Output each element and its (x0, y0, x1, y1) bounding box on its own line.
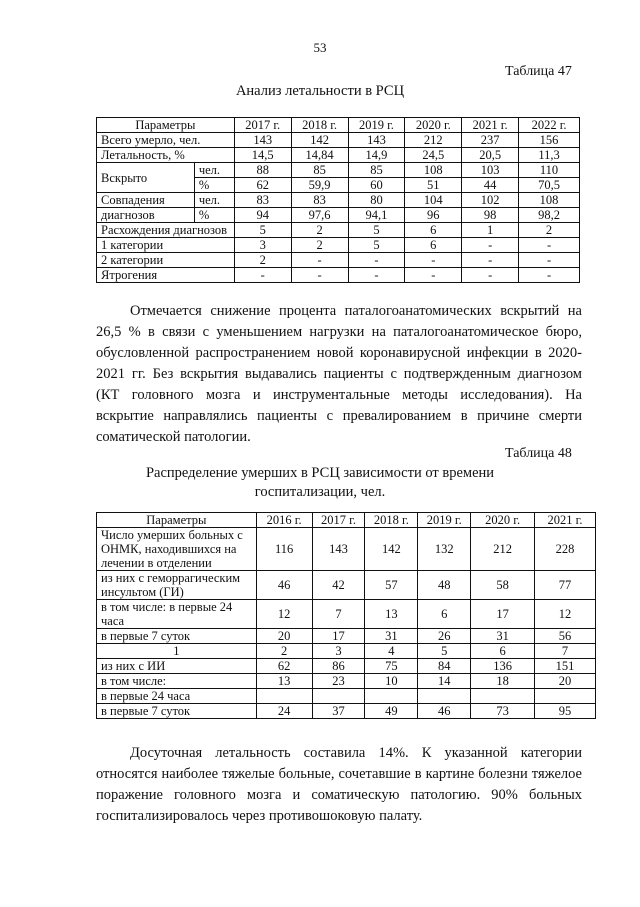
table-cell: 110 (519, 163, 580, 178)
table-cell: 237 (462, 133, 519, 148)
table-cell: 44 (462, 178, 519, 193)
table-cell: 73 (471, 704, 535, 719)
table-row (97, 238, 580, 253)
header-cell: 2016 г. (256, 513, 312, 528)
table-cell: 20 (535, 674, 596, 689)
table-row (97, 133, 580, 148)
table-cell: 104 (405, 193, 462, 208)
page-number: 53 (313, 40, 327, 55)
row-label: из них с геморрагическим инсультом (ГИ) (97, 571, 257, 600)
table-row (97, 208, 580, 223)
table-cell: 2 (256, 644, 312, 659)
table-cell: 2 (291, 223, 348, 238)
table-row (97, 629, 596, 644)
table-cell: 95 (535, 704, 596, 719)
table-cell: 143 (348, 133, 405, 148)
table-cell: - (291, 253, 348, 268)
table-cell (312, 689, 365, 704)
table-cell: - (405, 253, 462, 268)
row-label: из них с ИИ (97, 659, 257, 674)
table-cell: 2 (519, 223, 580, 238)
row-label: 1 (97, 644, 257, 659)
table-cell: 6 (418, 600, 471, 629)
table-cell: 14,9 (348, 148, 405, 163)
table-cell: 31 (471, 629, 535, 644)
table-cell: 5 (234, 223, 291, 238)
table-header-row (97, 118, 580, 133)
table-row (97, 268, 580, 283)
table-cell: - (519, 238, 580, 253)
table-cell: 17 (471, 600, 535, 629)
table-cell: 228 (535, 528, 596, 571)
header-cell: 2017 г. (312, 513, 365, 528)
table-cell: - (462, 238, 519, 253)
table-cell: 46 (418, 704, 471, 719)
table-cell: 6 (405, 238, 462, 253)
table-cell: - (234, 268, 291, 283)
table48-title-line2: госпитализации, чел. (254, 484, 386, 500)
table-cell: 37 (312, 704, 365, 719)
table-cell: 96 (405, 208, 462, 223)
table-cell: 156 (519, 133, 580, 148)
unit-cell: чел. (194, 163, 234, 178)
table-cell: - (348, 253, 405, 268)
table-cell (535, 689, 596, 704)
row-label: в первые 7 суток (97, 704, 257, 719)
table-row (97, 253, 580, 268)
table-cell: 103 (462, 163, 519, 178)
table-cell (365, 689, 418, 704)
table-cell: 77 (535, 571, 596, 600)
table-cell: 102 (462, 193, 519, 208)
table-cell: 57 (365, 571, 418, 600)
table-cell: 94,1 (348, 208, 405, 223)
table-cell: 108 (405, 163, 462, 178)
table-cell: - (519, 268, 580, 283)
header-cell: 2022 г. (519, 118, 580, 133)
table-cell: 143 (312, 528, 365, 571)
table-cell: 116 (256, 528, 312, 571)
row-label: в первые 24 часа (97, 689, 257, 704)
table-cell: 62 (234, 178, 291, 193)
row-label: Летальность, % (97, 148, 235, 163)
table-cell: 24,5 (405, 148, 462, 163)
table-cell: 49 (365, 704, 418, 719)
header-cell: 2021 г. (462, 118, 519, 133)
table-cell: 85 (348, 163, 405, 178)
row-label: диагнозов (97, 208, 195, 223)
header-cell: Параметры (97, 118, 235, 133)
table-row (97, 528, 596, 571)
table-cell: 12 (535, 600, 596, 629)
table-cell: 98 (462, 208, 519, 223)
table-cell: 7 (535, 644, 596, 659)
table-cell: - (462, 253, 519, 268)
table-cell: 56 (535, 629, 596, 644)
table-cell: 151 (535, 659, 596, 674)
table-cell: 24 (256, 704, 312, 719)
row-label: Всего умерло, чел. (97, 133, 235, 148)
table-cell: 13 (365, 600, 418, 629)
table-cell (471, 689, 535, 704)
header-cell: 2020 г. (405, 118, 462, 133)
table-row (97, 644, 596, 659)
row-label: 2 категории (97, 253, 235, 268)
table-row (97, 223, 580, 238)
table-cell (256, 689, 312, 704)
table-cell: 20 (256, 629, 312, 644)
row-label: Расхождения диагнозов (97, 223, 235, 238)
table-cell: 85 (291, 163, 348, 178)
table-cell: 1 (462, 223, 519, 238)
paragraph-daily-lethality: Досуточная летальность составила 14%. К указанной категории относятся наиболее тяжелые больные, сочетавшие в картине болезни тяжелое поражение головного мозга и соматическую патологию. 90% больных госпитализировалось через противошоковую палату. (96, 745, 582, 824)
table-cell: 142 (291, 133, 348, 148)
table-cell: 212 (471, 528, 535, 571)
table-row (97, 689, 596, 704)
table-cell: 13 (256, 674, 312, 689)
table-cell: 75 (365, 659, 418, 674)
table-cell: 97,6 (291, 208, 348, 223)
table-cell: - (519, 253, 580, 268)
table-cell: 143 (234, 133, 291, 148)
table-row (97, 163, 580, 178)
table-cell: 142 (365, 528, 418, 571)
table-cell: 6 (471, 644, 535, 659)
table-cell: 5 (348, 238, 405, 253)
header-cell: 2021 г. (535, 513, 596, 528)
table-cell: 11,3 (519, 148, 580, 163)
table-cell: 6 (405, 223, 462, 238)
table-row (97, 600, 596, 629)
table-cell: 26 (418, 629, 471, 644)
table-cell: 59,9 (291, 178, 348, 193)
table-cell: 2 (234, 253, 291, 268)
table-cell: 136 (471, 659, 535, 674)
row-label: Ятрогения (97, 268, 235, 283)
table-cell: 62 (256, 659, 312, 674)
table-cell: 17 (312, 629, 365, 644)
table-cell: 2 (291, 238, 348, 253)
table-cell: 88 (234, 163, 291, 178)
table-row (97, 193, 580, 208)
header-cell: 2017 г. (234, 118, 291, 133)
header-cell: Параметры (97, 513, 257, 528)
table-cell: 31 (365, 629, 418, 644)
row-label: в том числе: (97, 674, 257, 689)
row-label: Вскрыто (97, 163, 195, 193)
table-cell: 60 (348, 178, 405, 193)
table-cell: 98,2 (519, 208, 580, 223)
table-cell: 80 (348, 193, 405, 208)
table-cell: 212 (405, 133, 462, 148)
row-label: в том числе: в первые 24 часа (97, 600, 257, 629)
unit-cell: чел. (194, 193, 234, 208)
table48-label: Таблица 48 (505, 446, 572, 461)
table-cell: 3 (312, 644, 365, 659)
table-cell: 14,5 (234, 148, 291, 163)
unit-cell: % (194, 178, 234, 193)
table-cell: 70,5 (519, 178, 580, 193)
header-cell: 2020 г. (471, 513, 535, 528)
table-cell: 3 (234, 238, 291, 253)
header-cell: 2019 г. (348, 118, 405, 133)
table-cell: 108 (519, 193, 580, 208)
table-cell: 14,84 (291, 148, 348, 163)
table-cell: 14 (418, 674, 471, 689)
header-cell: 2019 г. (418, 513, 471, 528)
table-cell: 46 (256, 571, 312, 600)
table48-title-line1: Распределение умерших в РСЦ зависимости от времени (145, 465, 495, 481)
table-cell: 86 (312, 659, 365, 674)
table-cell: 132 (418, 528, 471, 571)
row-label: Совпадения (97, 193, 195, 208)
table-cell: 83 (234, 193, 291, 208)
table-header-row (97, 513, 596, 528)
table-cell: 4 (365, 644, 418, 659)
header-cell: 2018 г. (291, 118, 348, 133)
header-cell: 2018 г. (365, 513, 418, 528)
table-cell: 5 (418, 644, 471, 659)
table-cell: - (348, 268, 405, 283)
table-cell: 5 (348, 223, 405, 238)
table-cell: 42 (312, 571, 365, 600)
table47-label: Таблица 47 (505, 64, 572, 79)
table-row (97, 571, 596, 600)
table-cell: 18 (471, 674, 535, 689)
table47-title: Анализ летальности в РСЦ (235, 83, 405, 99)
row-label: Число умерших больных с ОНМК, находившихся на лечении в отделении (97, 528, 257, 571)
row-label: 1 категории (97, 238, 235, 253)
table-row (97, 704, 596, 719)
table-cell (418, 689, 471, 704)
table-cell: 7 (312, 600, 365, 629)
table-cell: 58 (471, 571, 535, 600)
table-row (97, 148, 580, 163)
table-cell: 20,5 (462, 148, 519, 163)
table-row (97, 674, 596, 689)
unit-cell: % (194, 208, 234, 223)
table-cell: 51 (405, 178, 462, 193)
table-cell: 10 (365, 674, 418, 689)
table-row (97, 659, 596, 674)
row-label: в первые 7 суток (97, 629, 257, 644)
table-cell: 48 (418, 571, 471, 600)
table-48 (96, 512, 596, 719)
table-cell: - (405, 268, 462, 283)
table-cell: 12 (256, 600, 312, 629)
table-cell: 23 (312, 674, 365, 689)
table-47 (96, 117, 580, 283)
table-cell: 83 (291, 193, 348, 208)
table-cell: 84 (418, 659, 471, 674)
table-cell: - (291, 268, 348, 283)
paragraph-lethality-analysis: Отмечается снижение процента паталогоанатомических вскрытий на 26,5 % в связи с уменьшением нагрузки на паталогоанатомическое бюро, обусловленной распространением новой коронавирусной инфекции в 2020-2021 гг. Без вскрытия выдавались пациенты с подтвержденным диагнозом (КТ головного мозга и инструментальные методы исследования). На вскрытие направлялись пациенты с превалированием в причине смерти соматической патологии. (96, 303, 582, 445)
table-cell: - (462, 268, 519, 283)
table-cell: 94 (234, 208, 291, 223)
